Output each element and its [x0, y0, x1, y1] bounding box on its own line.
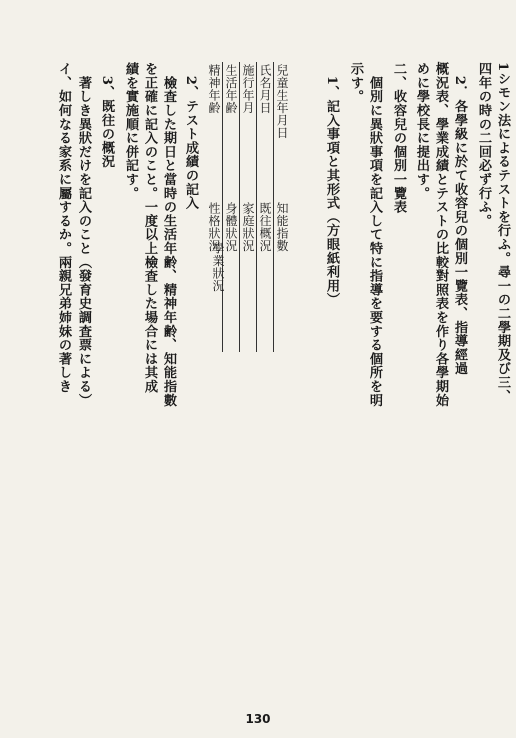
table-column-7: 既往概況: [256, 200, 273, 350]
subheading-history: 3、既往の概況: [99, 62, 114, 169]
table-column-10: 性格狀況: [207, 202, 221, 252]
subheading-entry-format: 1、記入事項と其形式（方眼紙利用）: [324, 62, 339, 307]
table-column-8: 家庭狀況: [239, 200, 256, 350]
text-column-r7: 個別に異狀事項を記入して特に指導を要する個所を明: [367, 62, 382, 407]
table-column-5: 精神年齢: [207, 64, 221, 114]
table-column-9: 身體狀況: [222, 200, 239, 350]
text-column-r3: 2．各學級に於て收容兒の個別一覽表、指導經過: [452, 62, 467, 376]
text-column-l7: イ、如何なる家系に屬するか。兩親兄弟姉妹の著しき: [56, 62, 71, 394]
subheading-test-results: 2、テスト成績の記入: [183, 62, 198, 210]
text-column-l4: 績を實施順に併記す。: [123, 62, 138, 200]
page-number: 130: [245, 712, 271, 726]
text-column-l3: を正確に記入のこと。一度以上檢査した場合には其成: [142, 62, 157, 394]
text-column-l6: 著しき異狀だけを記入のこと（發育史調査票による）: [76, 62, 91, 407]
record-table-tail: [208, 240, 226, 350]
section-heading-individual-table: 二、收容兒の個別一覽表: [391, 62, 406, 214]
text-column-r5: めに學校長に提出す。: [414, 62, 429, 200]
table-column-6: 知能指數: [273, 200, 290, 350]
text-column-l2: 檢査した期日と當時の生活年齢、精神年齢、知能指數: [161, 62, 176, 407]
text-column-r2: 四年の時の二回必ず行ふ。: [476, 62, 491, 228]
table-column-11: 學業狀況: [211, 242, 225, 292]
text-column-r1: 1シモン法によるテストを行ふ。尋一の二學期及び三、: [495, 62, 510, 403]
table-column-2: 氏名月日: [256, 62, 273, 352]
text-column-r4: 概況表、學業成績とテストの比較對照表を作り各學期始: [433, 62, 448, 407]
table-column-4: 生活年齢: [222, 62, 239, 352]
table-column-1: 兒童生年月日: [273, 62, 290, 352]
table-column-3: 施行年月: [239, 62, 256, 352]
text-column-r8: 示す。: [348, 62, 363, 104]
